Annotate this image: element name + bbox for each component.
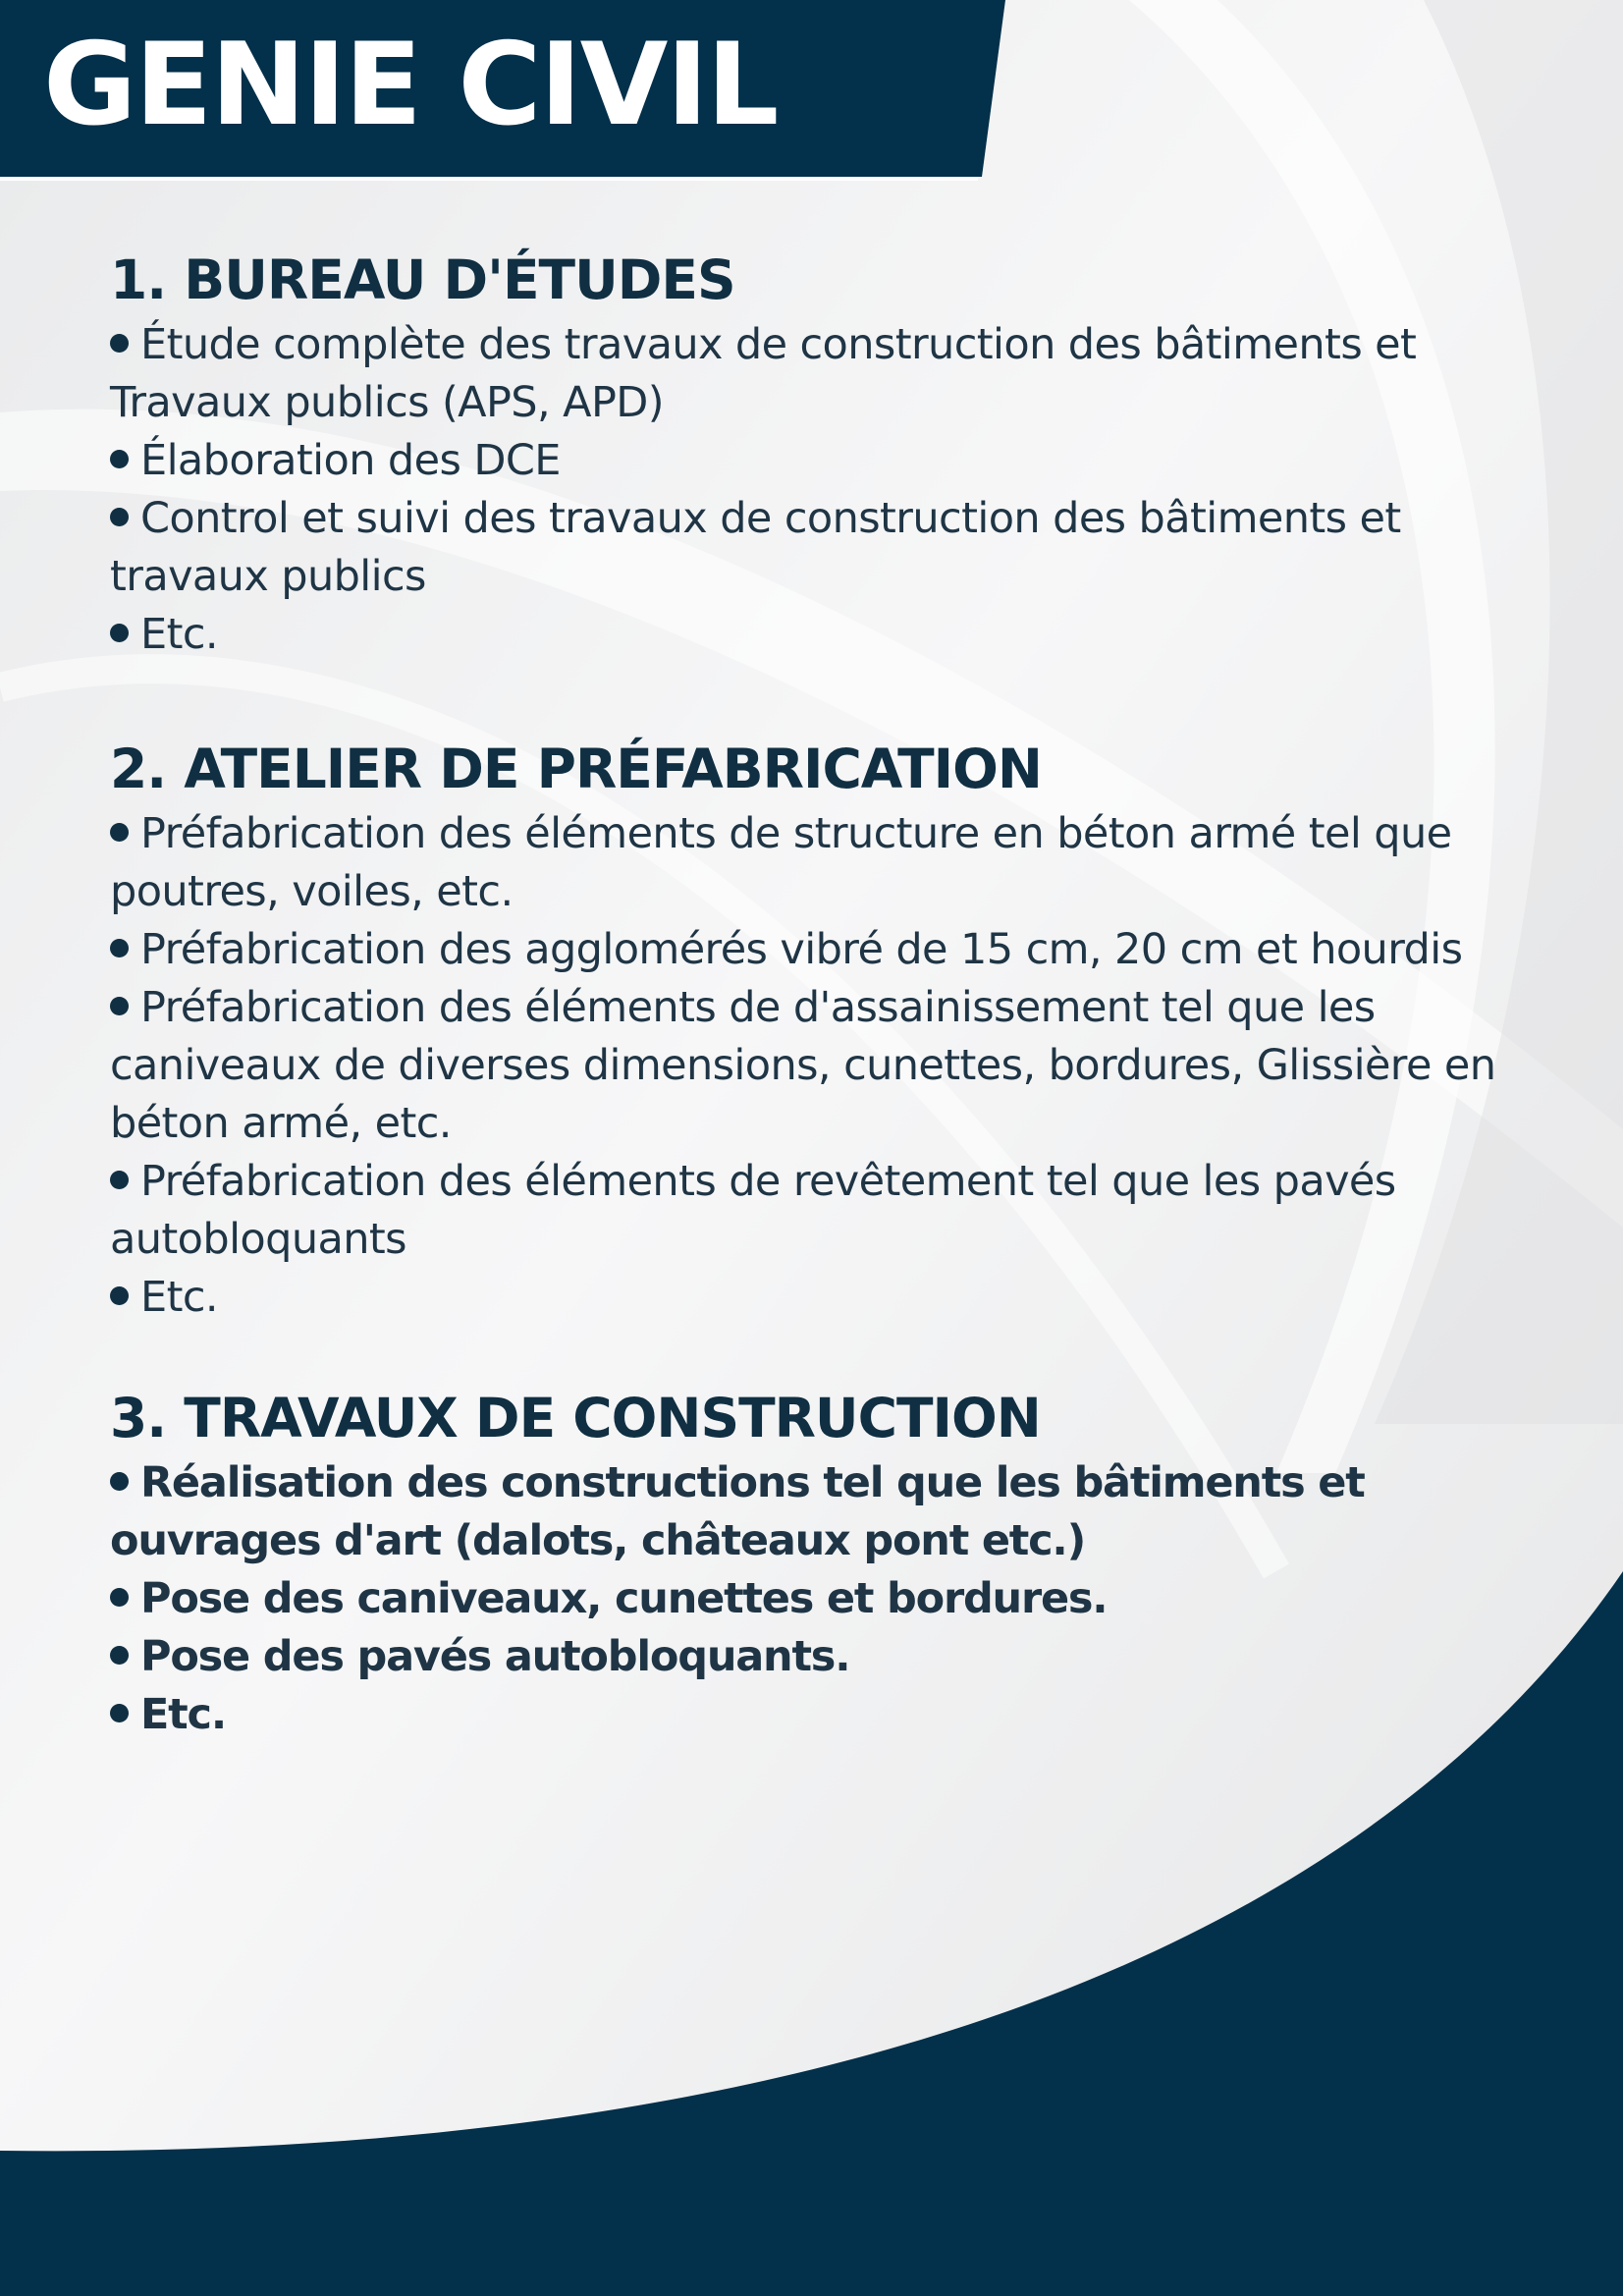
bullet-icon (110, 1286, 129, 1305)
list-item: Pose des caniveaux, cunettes et bordures. (110, 1570, 1524, 1628)
section-heading: 3. TRAVAUX DE CONSTRUCTION (110, 1387, 1041, 1449)
section-bureau-etudes (110, 244, 1524, 664)
list-item: Préfabrication des éléments de revêtement tel que les pavés autobloquants (110, 1157, 1396, 1264)
section-heading: 2. ATELIER DE PRÉFABRICATION (110, 738, 1042, 800)
bullet-icon (110, 939, 129, 957)
section-list (110, 316, 1524, 664)
section-list (110, 805, 1524, 1327)
list-item: Control et suivi des travaux de construction des bâtiments et travaux publics (110, 494, 1401, 601)
bullet-icon (110, 450, 129, 468)
bullet-icon (110, 1171, 129, 1189)
list-item: Préfabrication des éléments de d'assainissement tel que les caniveaux de diverses dimensions, cunettes, bordures, Glissière en béton armé, etc. (110, 983, 1496, 1148)
bullet-icon (110, 508, 129, 526)
list-item: Préfabrication des éléments de structure en béton armé tel que poutres, voiles, etc. (110, 809, 1452, 916)
bullet-icon (110, 334, 129, 353)
section-list (110, 1454, 1524, 1744)
section-heading: 1. BUREAU D'ÉTUDES (110, 248, 735, 311)
list-item: Etc. (110, 606, 1524, 664)
bullet-icon (110, 1704, 129, 1722)
list-item: Etc. (110, 1269, 1524, 1327)
list-item: Élaboration des DCE (110, 432, 1524, 490)
bullet-icon (110, 1588, 129, 1607)
content (110, 244, 1524, 1744)
list-item: Etc. (110, 1686, 1524, 1744)
bullet-icon (110, 624, 129, 642)
bullet-icon (110, 1472, 129, 1491)
section-travaux-construction (110, 1382, 1524, 1744)
bullet-icon (110, 1646, 129, 1665)
bullet-icon (110, 823, 129, 842)
list-item: Réalisation des constructions tel que les bâtiments et ouvrages d'art (dalots, châteaux pont etc.) (110, 1458, 1365, 1565)
bullet-icon (110, 997, 129, 1015)
list-item: Préfabrication des agglomérés vibré de 15 cm, 20 cm et hourdis (110, 921, 1524, 979)
page-title: GENIE CIVIL (43, 19, 778, 151)
list-item: Pose des pavés autobloquants. (110, 1628, 1524, 1686)
list-item: Étude complète des travaux de construction des bâtiments et Travaux publics (APS, APD) (110, 320, 1417, 427)
section-atelier-prefabrication (110, 733, 1524, 1327)
